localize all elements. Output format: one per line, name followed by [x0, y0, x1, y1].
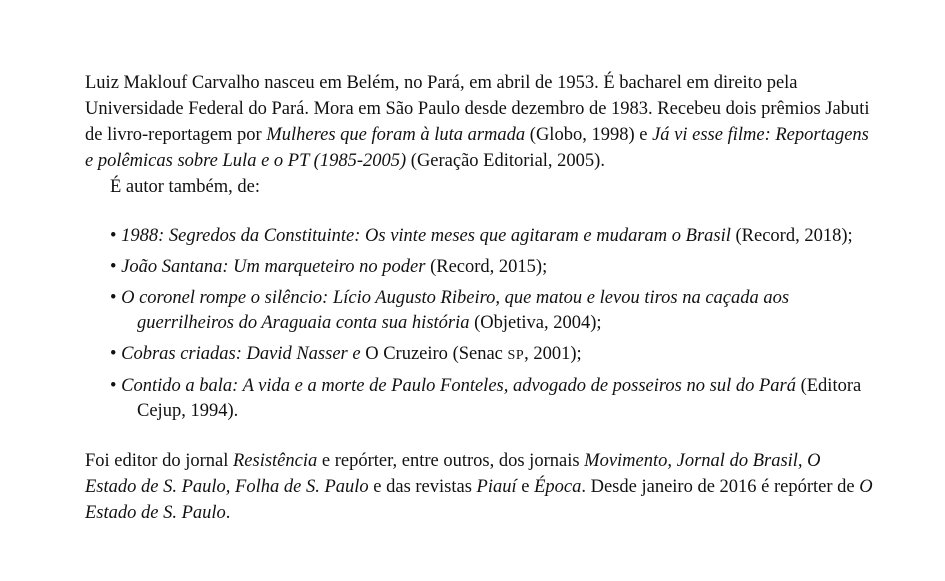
intro-paragraph — [85, 70, 875, 174]
intro-text: (Geração Editorial, 2005). — [406, 151, 605, 171]
book-title: Cobras criadas: David Nasser e — [121, 344, 361, 364]
book-publisher: (Objetiva, 2004); — [469, 313, 602, 333]
closing-text: e das revistas — [368, 477, 477, 497]
book-publisher: (Senac — [447, 344, 508, 364]
closing-text: e repórter, entre outros, dos jornais — [317, 451, 585, 471]
closing-text: e — [516, 477, 535, 497]
book-title-mulheres: Mulheres que foram à luta armada — [266, 125, 526, 145]
book-list — [85, 224, 875, 424]
magazine-name: Piauí — [476, 477, 517, 497]
closing-text: . — [225, 503, 231, 523]
book-publisher: , 2001); — [524, 344, 582, 364]
book-title: 1988: Segredos da Constituinte: Os vinte meses que agitaram e mudaram o Brasil — [121, 226, 731, 246]
newspaper-name: O Estado de S. Paulo — [85, 477, 873, 523]
also-author-line: É autor também, de: — [110, 177, 261, 197]
list-item — [85, 342, 875, 368]
author-bio-page — [85, 70, 875, 526]
list-item — [85, 255, 875, 280]
closing-paragraph — [85, 448, 875, 526]
bullet: • — [110, 226, 117, 246]
book-publisher: (Record, 2018); — [730, 226, 853, 246]
bullet: • — [110, 344, 117, 364]
list-item — [85, 224, 875, 249]
magazine-name: O Cruzeiro — [360, 344, 448, 364]
newspaper-names: Movimento, Jornal do Brasil, O Estado de S. Paulo, Folha de S. Paulo — [85, 451, 821, 497]
list-item — [85, 374, 875, 424]
list-item — [85, 286, 875, 336]
bullet: • — [110, 376, 117, 396]
bullet: • — [110, 288, 117, 308]
book-publisher: (Editora Cejup, 1994). — [137, 376, 862, 421]
intro-text: (Globo, 1998) e — [525, 125, 653, 145]
closing-text: . Desde janeiro de 2016 é repórter de — [581, 477, 860, 497]
book-title: Contido a bala: A vida e a morte de Paulo Fonteles, advogado de posseiros no sul do Pará — [121, 376, 796, 396]
newspaper-name: Resistência — [232, 451, 318, 471]
book-title: João Santana: Um marqueteiro no poder — [121, 257, 426, 277]
book-title: O coronel rompe o silêncio: Lício Augusto Ribeiro, que matou e levou tiros na caçada aos guerrilheiros do Araguaia conta sua história — [121, 288, 790, 333]
book-title-ja-vi: Já vi esse filme: Reportagens e polêmicas sobre Lula e o PT (1985-2005) — [85, 125, 869, 171]
bullet: • — [110, 257, 117, 277]
publisher-state: SP — [507, 348, 525, 363]
book-publisher: (Record, 2015); — [425, 257, 548, 277]
magazine-name: Época — [534, 477, 582, 497]
closing-text: Foi editor do jornal — [85, 451, 233, 471]
intro-text: Luiz Maklouf Carvalho nasceu em Belém, no Pará, em abril de 1953. É bacharel em direito pela Universidade Federal do Pará. Mora em São Paulo desde dezembro de 1983. Recebeu dois prêmios Jabuti de livro-reportagem por — [85, 73, 870, 145]
